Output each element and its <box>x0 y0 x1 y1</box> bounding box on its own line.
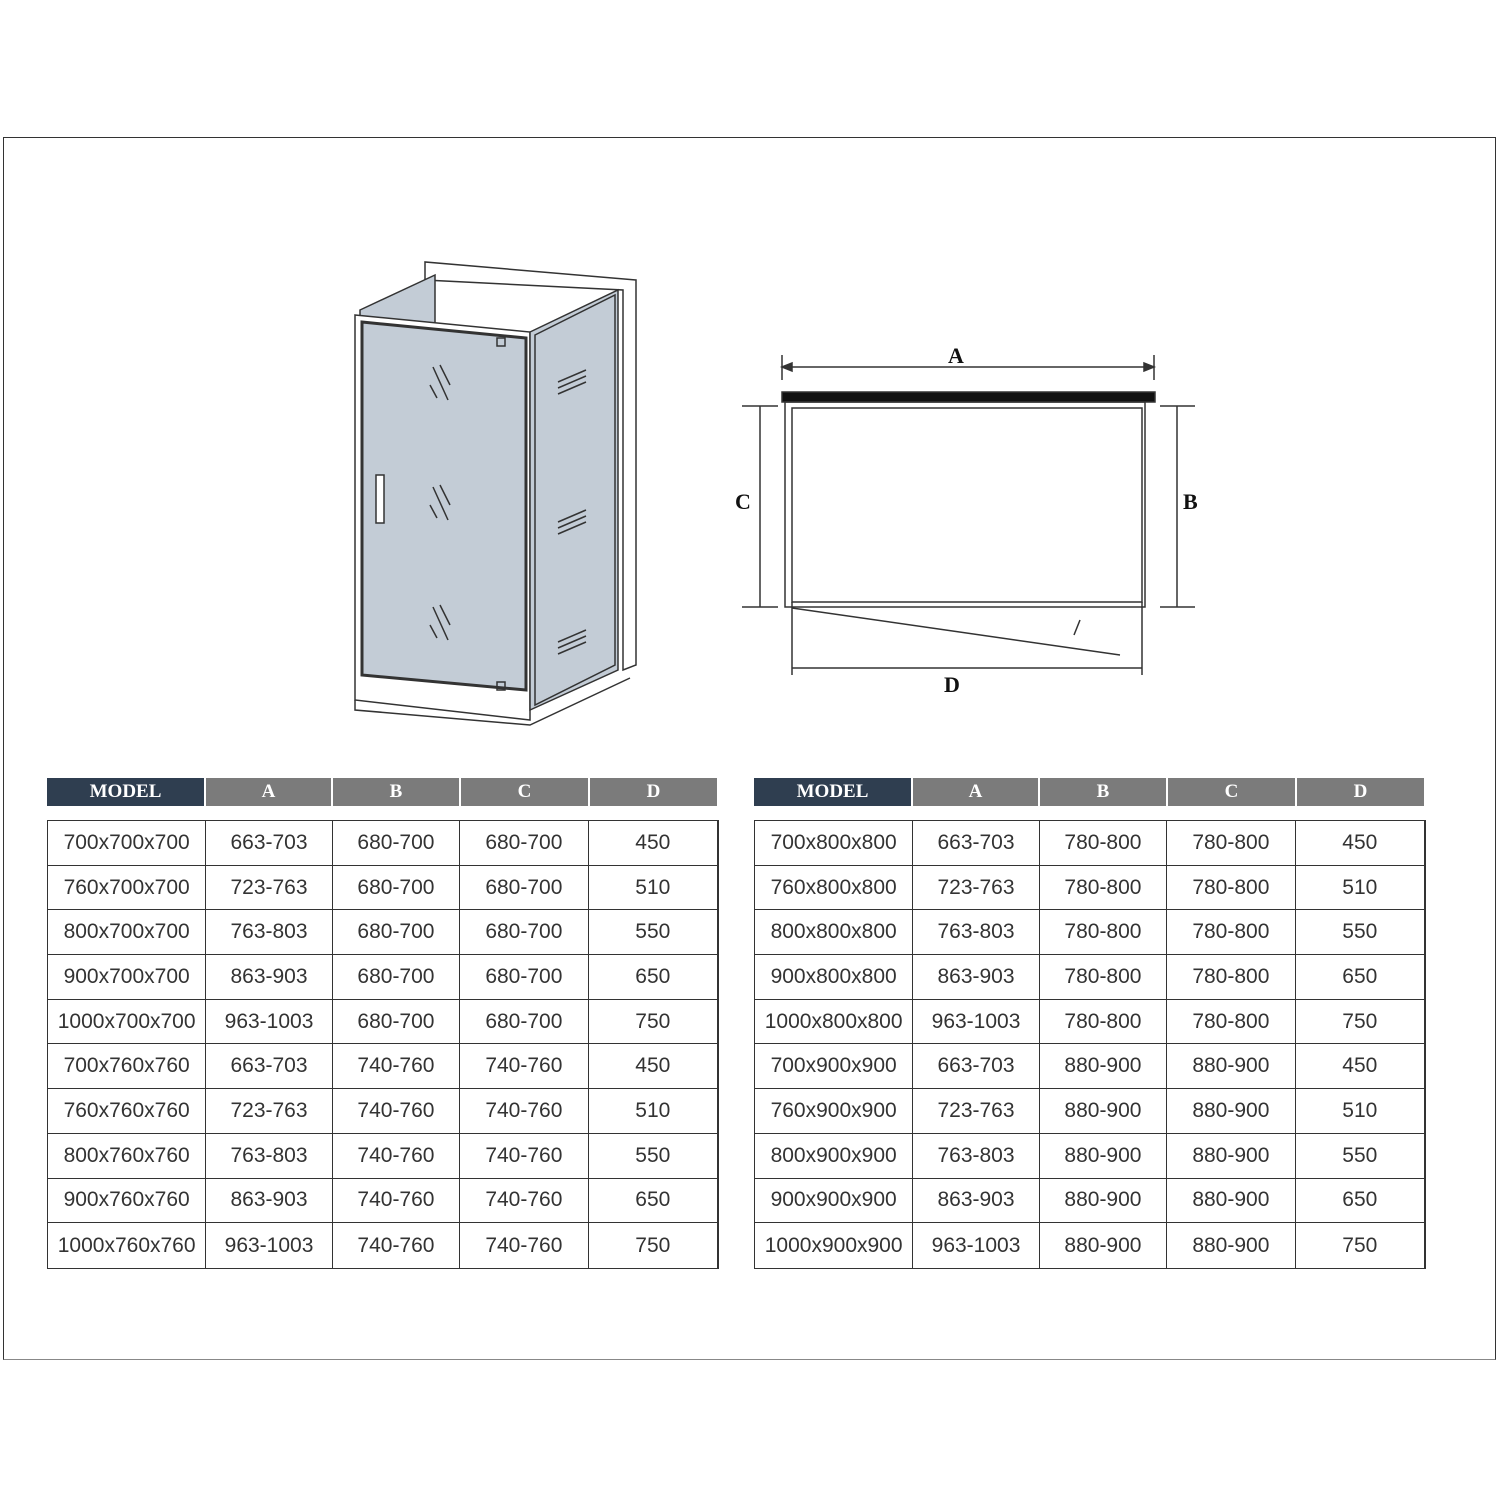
table-cell: 680-700 <box>333 955 460 999</box>
table-cell: 900x900x900 <box>755 1179 913 1223</box>
table-cell: 780-800 <box>1167 910 1295 954</box>
table-cell: 760x700x700 <box>48 866 206 910</box>
table-cell: 750 <box>1342 1009 1378 1033</box>
table-row <box>48 1089 717 1134</box>
table-cell: 880-900 <box>1040 1089 1167 1133</box>
table-cell: 723-763 <box>206 1089 332 1133</box>
table-cell: 800x760x760 <box>48 1134 206 1178</box>
table-cell: 880-900 <box>1040 1223 1167 1268</box>
table-cell: 880-900 <box>1040 1134 1167 1178</box>
table-row <box>755 1134 1424 1179</box>
table-cell: 880-900 <box>1167 1044 1295 1088</box>
table-cell: 510 <box>1342 875 1378 899</box>
table-cell: 863-903 <box>913 955 1039 999</box>
table-cell: 1000x800x800 <box>755 1000 913 1044</box>
table-cell: 450 <box>1342 1054 1378 1078</box>
table-row <box>48 1000 717 1045</box>
table-cell: 763-803 <box>913 910 1039 954</box>
table-cell: 780-800 <box>1040 910 1167 954</box>
table-cell: 680-700 <box>333 910 460 954</box>
table-cell: 723-763 <box>913 1089 1039 1133</box>
table-row <box>48 955 717 1000</box>
table-row <box>48 910 717 955</box>
table-row <box>755 1179 1424 1224</box>
size-table-right <box>754 778 1426 1269</box>
table-row <box>755 1000 1424 1045</box>
table-cell: 780-800 <box>1040 866 1167 910</box>
table-cell: 740-760 <box>460 1223 588 1268</box>
table-row <box>755 821 1424 866</box>
table-cell: 550 <box>635 1143 671 1167</box>
table-cell: 863-903 <box>206 955 332 999</box>
table-cell: 450 <box>635 1054 671 1078</box>
table-cell: 780-800 <box>1167 866 1295 910</box>
table-cell: 780-800 <box>1040 821 1167 865</box>
table-cell: 863-903 <box>206 1179 332 1223</box>
column-header: MODEL <box>754 778 913 806</box>
table-cell: 750 <box>1342 1233 1378 1257</box>
table-row <box>48 1179 717 1224</box>
table-cell: 550 <box>1342 1143 1378 1167</box>
column-header: B <box>333 778 461 806</box>
table-cell: 550 <box>1342 920 1378 944</box>
table-cell: 510 <box>1342 1098 1378 1122</box>
table-cell: 663-703 <box>913 821 1039 865</box>
table-cell: 740-760 <box>460 1089 588 1133</box>
table-cell: 963-1003 <box>913 1223 1039 1268</box>
table-cell: 880-900 <box>1167 1134 1295 1178</box>
table-cell: 650 <box>635 1188 671 1212</box>
table-cell: 880-900 <box>1167 1179 1295 1223</box>
table-row <box>48 1044 717 1089</box>
table-cell: 510 <box>635 1098 671 1122</box>
table-row <box>755 1044 1424 1089</box>
dimension-label-c: C <box>735 489 751 514</box>
column-header: A <box>913 778 1040 806</box>
column-header: D <box>1297 778 1426 806</box>
table-cell: 550 <box>635 920 671 944</box>
table-cell: 1000x700x700 <box>48 1000 206 1044</box>
table-cell: 450 <box>635 830 671 854</box>
table-cell: 680-700 <box>460 821 588 865</box>
table-cell: 700x700x700 <box>48 821 206 865</box>
size-table-left <box>47 778 719 1269</box>
table-cell: 740-760 <box>333 1179 460 1223</box>
table-row <box>48 1223 717 1268</box>
table-cell: 760x900x900 <box>755 1089 913 1133</box>
table-cell: 740-760 <box>333 1134 460 1178</box>
column-header: MODEL <box>47 778 206 806</box>
table-cell: 723-763 <box>206 866 332 910</box>
column-header: A <box>206 778 333 806</box>
table-cell: 680-700 <box>333 821 460 865</box>
table-cell: 700x760x760 <box>48 1044 206 1088</box>
table-cell: 800x800x800 <box>755 910 913 954</box>
plan-view-diagram <box>730 340 1210 700</box>
table-cell: 763-803 <box>206 910 332 954</box>
table-row <box>755 910 1424 955</box>
table-cell: 740-760 <box>460 1044 588 1088</box>
table-cell: 740-760 <box>460 1134 588 1178</box>
table-cell: 760x800x800 <box>755 866 913 910</box>
table-cell: 723-763 <box>913 866 1039 910</box>
table-cell: 663-703 <box>206 821 332 865</box>
table-row <box>755 1089 1424 1134</box>
table-row <box>48 1134 717 1179</box>
table-row <box>755 1223 1424 1268</box>
table-cell: 780-800 <box>1040 955 1167 999</box>
table-body <box>754 820 1426 1269</box>
table-cell: 900x700x700 <box>48 955 206 999</box>
table-cell: 650 <box>1342 964 1378 988</box>
table-cell: 663-703 <box>913 1044 1039 1088</box>
table-cell: 740-760 <box>333 1223 460 1268</box>
table-row <box>755 955 1424 1000</box>
table-cell: 780-800 <box>1167 821 1295 865</box>
table-cell: 963-1003 <box>913 1000 1039 1044</box>
table-cell: 700x900x900 <box>755 1044 913 1088</box>
table-cell: 863-903 <box>913 1179 1039 1223</box>
table-cell: 740-760 <box>333 1044 460 1088</box>
table-cell: 780-800 <box>1167 955 1295 999</box>
table-cell: 510 <box>635 875 671 899</box>
column-header: B <box>1040 778 1168 806</box>
table-cell: 880-900 <box>1167 1223 1295 1268</box>
column-header: C <box>461 778 590 806</box>
table-cell: 780-800 <box>1040 1000 1167 1044</box>
table-cell: 700x800x800 <box>755 821 913 865</box>
table-cell: 900x800x800 <box>755 955 913 999</box>
table-header <box>754 778 1426 806</box>
table-cell: 780-800 <box>1167 1000 1295 1044</box>
column-header: C <box>1168 778 1297 806</box>
table-cell: 680-700 <box>460 866 588 910</box>
table-cell: 900x760x760 <box>48 1179 206 1223</box>
table-cell: 1000x900x900 <box>755 1223 913 1268</box>
dimension-label-a: A <box>948 343 964 368</box>
dimension-label-d: D <box>944 672 960 697</box>
table-cell: 680-700 <box>333 866 460 910</box>
table-cell: 760x760x760 <box>48 1089 206 1133</box>
table-cell: 1000x760x760 <box>48 1223 206 1268</box>
table-cell: 450 <box>1342 830 1378 854</box>
table-cell: 963-1003 <box>206 1000 332 1044</box>
table-body <box>47 820 719 1269</box>
table-cell: 800x900x900 <box>755 1134 913 1178</box>
table-cell: 763-803 <box>913 1134 1039 1178</box>
table-cell: 680-700 <box>460 955 588 999</box>
table-cell: 880-900 <box>1167 1089 1295 1133</box>
table-cell: 740-760 <box>333 1089 460 1133</box>
table-cell: 750 <box>635 1233 671 1257</box>
dimension-label-b: B <box>1183 489 1198 514</box>
table-header <box>47 778 719 806</box>
table-cell: 650 <box>1342 1188 1378 1212</box>
table-cell: 650 <box>635 964 671 988</box>
table-cell: 750 <box>635 1009 671 1033</box>
table-cell: 680-700 <box>460 910 588 954</box>
table-cell: 963-1003 <box>206 1223 332 1268</box>
table-cell: 680-700 <box>333 1000 460 1044</box>
table-row <box>755 866 1424 911</box>
table-cell: 663-703 <box>206 1044 332 1088</box>
table-cell: 880-900 <box>1040 1044 1167 1088</box>
table-row <box>48 866 717 911</box>
table-cell: 740-760 <box>460 1179 588 1223</box>
table-cell: 880-900 <box>1040 1179 1167 1223</box>
shower-enclosure-illustration <box>340 250 660 730</box>
table-cell: 800x700x700 <box>48 910 206 954</box>
table-cell: 763-803 <box>206 1134 332 1178</box>
table-cell: 680-700 <box>460 1000 588 1044</box>
table-row <box>48 821 717 866</box>
column-header: D <box>590 778 719 806</box>
